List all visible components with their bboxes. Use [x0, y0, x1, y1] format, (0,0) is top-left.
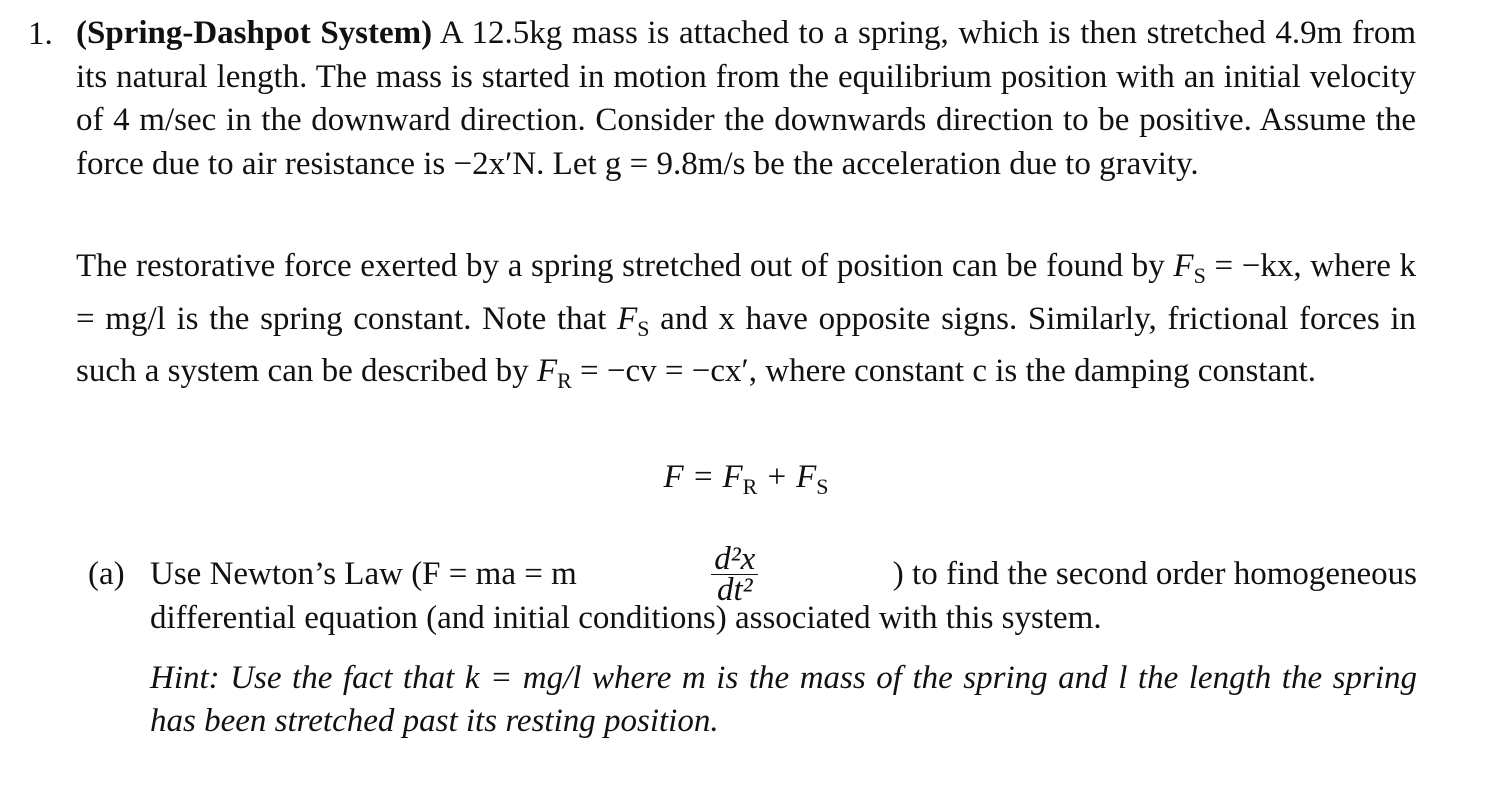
- para2-text-a: The restorative force exerted by a spring stretched out of position can be found by: [76, 248, 1174, 284]
- fs-subscript: S: [1193, 263, 1206, 288]
- eq-plus: + F: [757, 459, 817, 495]
- hint-text: Hint: Use the fact that k = mg/l where m is the mass of the spring and l the length the spring has been stretched past its resting position.: [150, 660, 1417, 739]
- problem-intro: A 12.5kg mass is attached to a spring, which is then stretched 4.9m from its natural length. The mass is started in motion from the equilibrium position with an initial velocity of 4 m/sec in the downward direction. Consider the downwards direction to be positive. Assume the force due to air resistance is −2x′N. Let g = 9.8m/s be the acceleration due to gravity.: [76, 15, 1416, 182]
- part-a-text: [150, 540, 1417, 640]
- part-a-label: (a): [88, 556, 125, 592]
- fr-subscript: R: [557, 368, 572, 393]
- problem-statement: [76, 12, 1416, 186]
- fs-symbol: F: [1173, 248, 1194, 284]
- frac-numerator: d²x: [711, 544, 758, 575]
- fs-symbol-2: F: [617, 300, 638, 337]
- eq-lhs: F = F: [663, 459, 743, 495]
- eq-sub-r: R: [742, 474, 758, 499]
- frac-denominator: dt²: [716, 571, 753, 608]
- spring-force-paragraph: [76, 245, 1416, 403]
- force-equation: [0, 455, 1492, 509]
- part-a-post: ) to find the second order homogeneous: [892, 556, 1417, 592]
- fs-subscript-2: S: [637, 315, 650, 341]
- problem-title: (Spring-Dashpot System): [76, 15, 433, 51]
- part-a-pre: Use Newton’s Law (F = ma = m: [150, 556, 577, 592]
- part-a-line2: differential equation (and initial conditions) associated with this system.: [150, 600, 1102, 636]
- problem-number: 1.: [28, 16, 53, 52]
- para2-text-d: = −cv = −cx′, where constant c is the damping constant.: [571, 353, 1317, 389]
- fr-symbol: F: [536, 353, 558, 389]
- eq-sub-s: S: [816, 474, 829, 499]
- para2-text-c: and x have opposite signs. Similarly, frictional forces in such a system can be described by: [76, 300, 1417, 389]
- para2-text-b: = −kx, where k = mg/l is the spring constant. Note that: [76, 248, 1416, 337]
- part-a-line1: [150, 540, 1417, 608]
